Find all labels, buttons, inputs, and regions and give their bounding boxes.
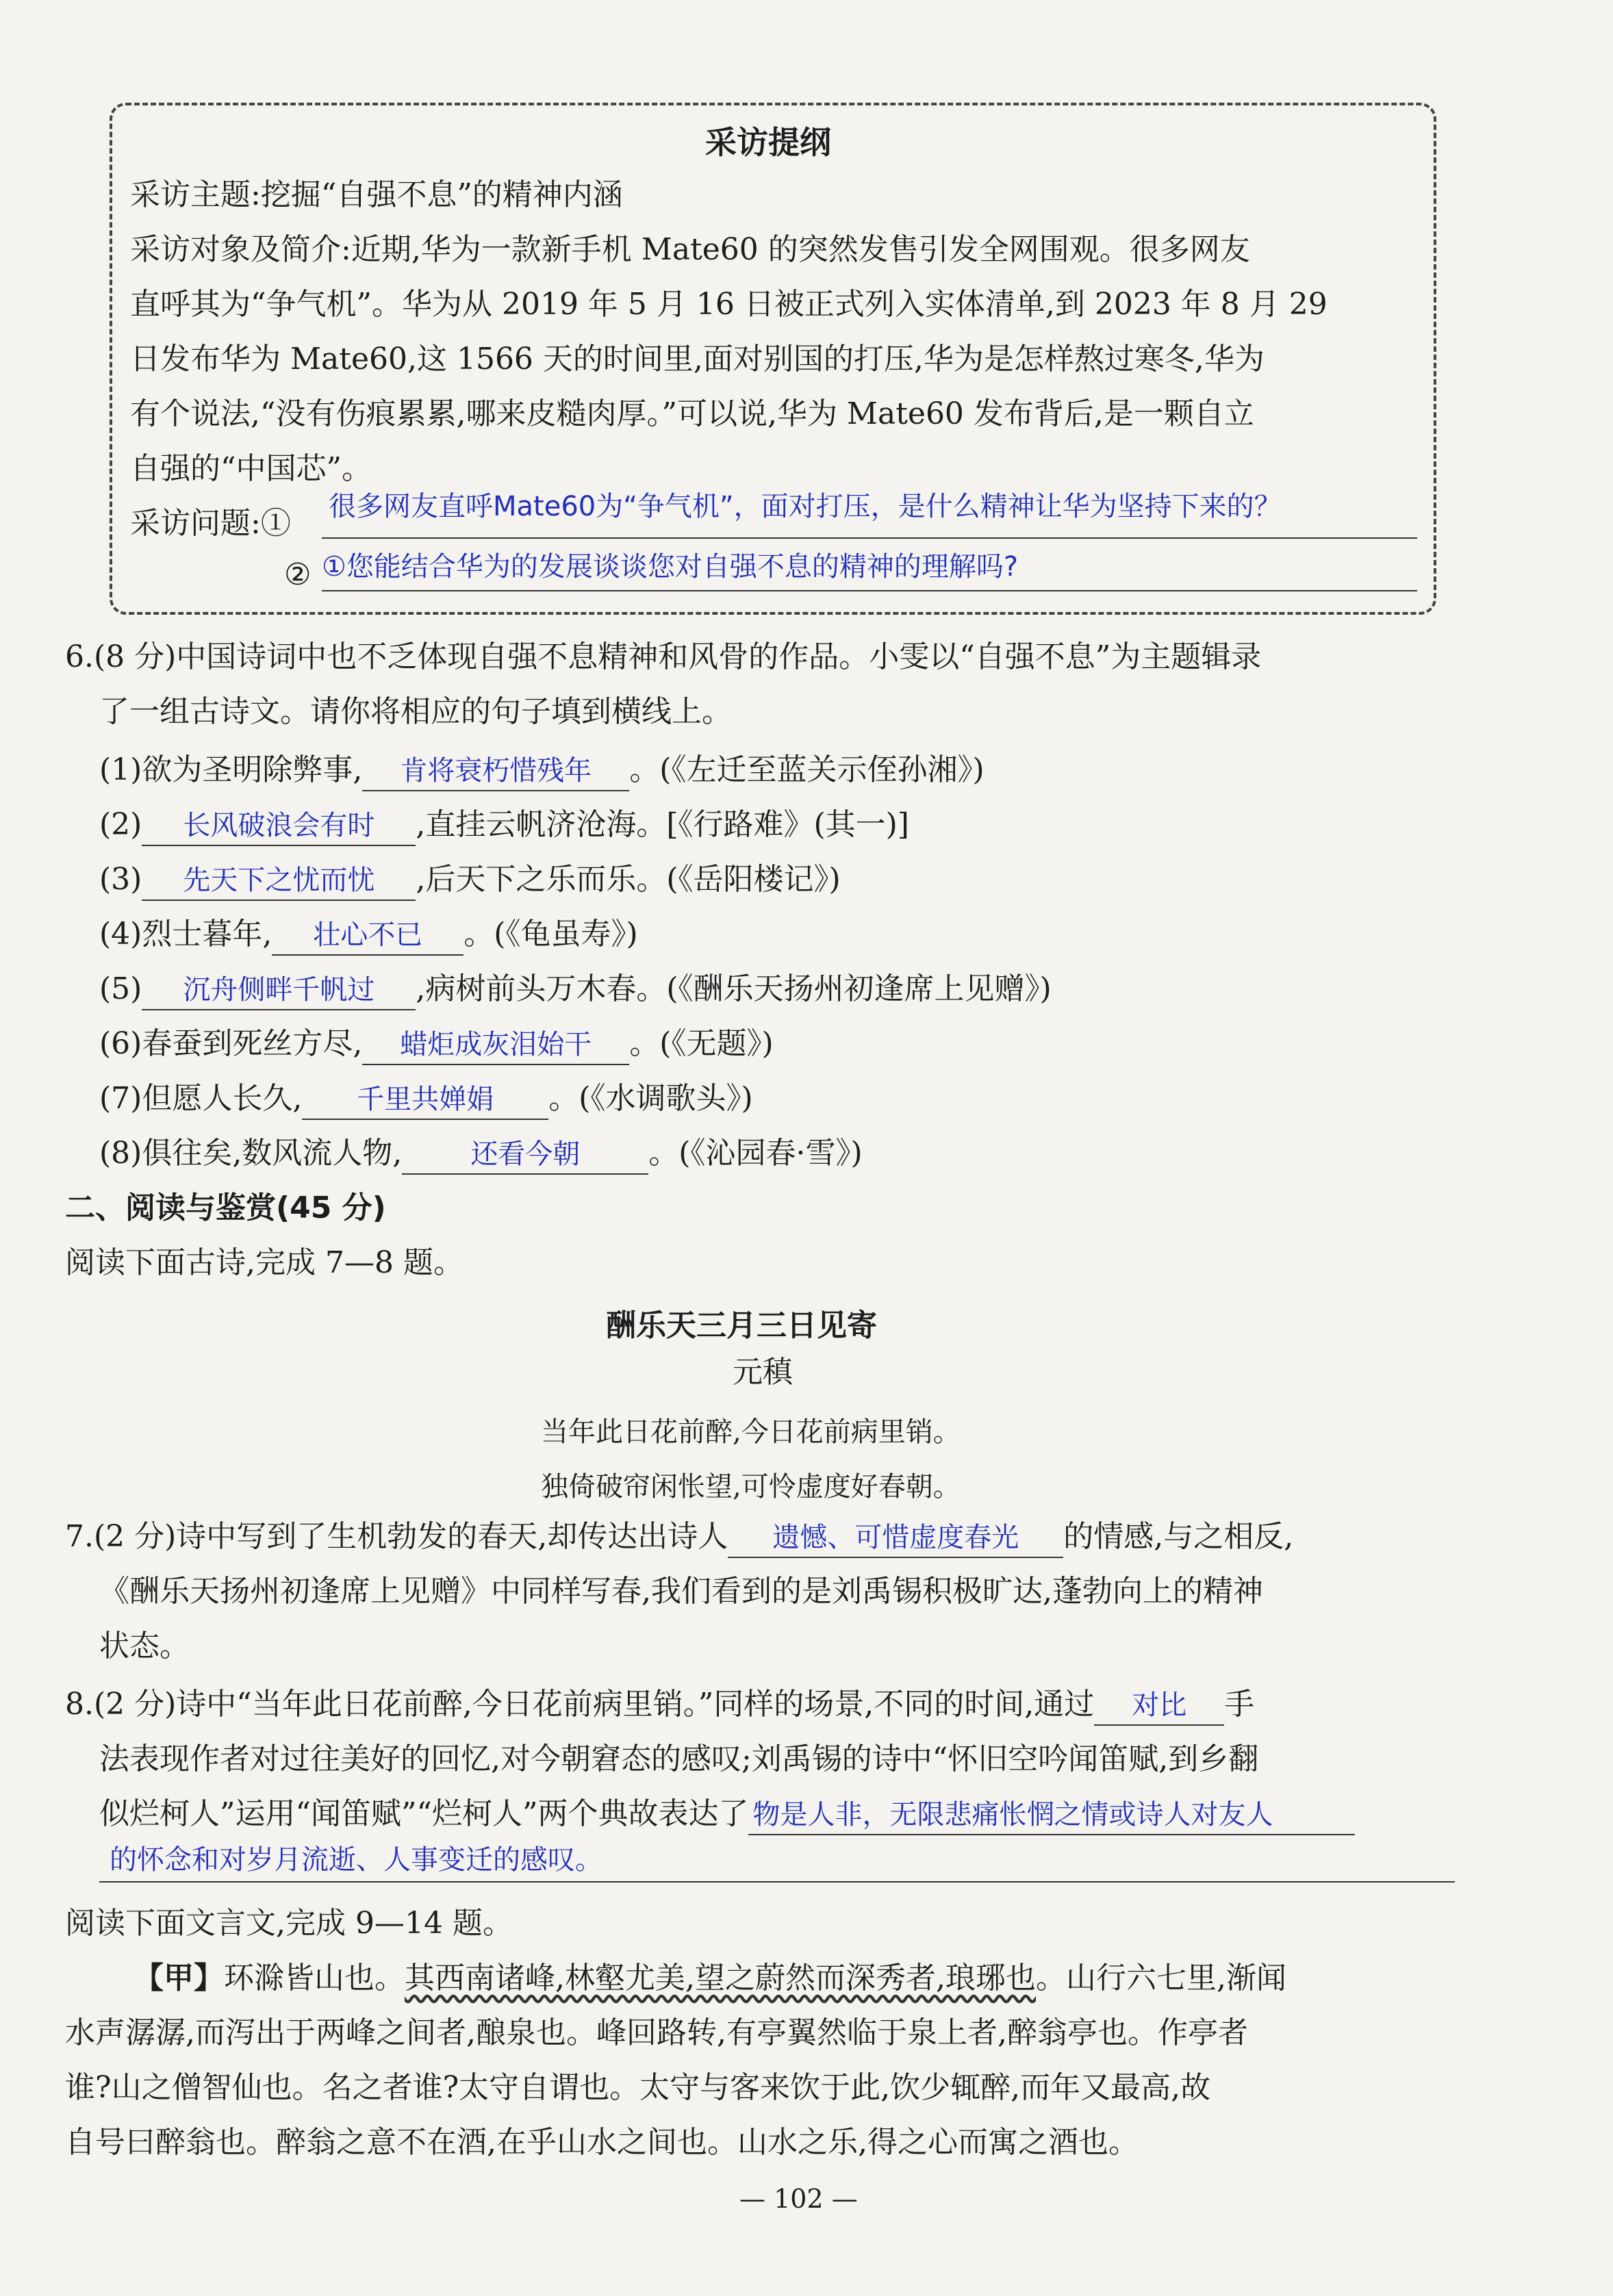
q8-pre: 8.(2 分)诗中“当年此日花前醉,今日花前病里销。”同样的场景,不同的时间,通过 xyxy=(65,1687,1095,1722)
poem-line-2: 独倚破帘闲怅望,可怜虚度好春朝。 xyxy=(541,1471,961,1503)
answer-line-2 xyxy=(322,590,1417,591)
q6-item-8-post: 。(《沁园春·雪》) xyxy=(648,1136,863,1171)
answer-question-1: 很多网友直呼Mate60为“争气机”，面对打压，是什么精神让华为坚持下来的？ xyxy=(329,491,1282,522)
q6-item-7-pre: (7)但愿人长久, xyxy=(99,1081,303,1116)
interview-intro-5: 自强的“中国芯”。 xyxy=(130,451,372,486)
q7-post: 的情感,与之相反, xyxy=(1063,1519,1294,1554)
answer-question-2: ①您能结合华为的发展谈谈您对自强不息的精神的理解吗? xyxy=(322,551,1019,583)
q6-item-1 xyxy=(99,743,985,798)
poem-author: 元稹 xyxy=(733,1355,793,1390)
q6-item-5-post: ,病树前头万木春。(《酬乐天扬州初逢席上见赠》) xyxy=(416,971,1052,1006)
reading-line-1-b: 。山行六七里,渐闻 xyxy=(1035,1961,1286,1995)
q6-item-6 xyxy=(99,1017,774,1071)
q8-answer-line-3 xyxy=(99,1881,1455,1883)
q6-item-7-answer: 千里共婵娟 xyxy=(302,1080,548,1120)
reading-line-1 xyxy=(134,1951,1286,2006)
q6-item-8 xyxy=(99,1126,863,1181)
interview-intro-1: 采访对象及简介:近期,华为一款新手机 Mate60 的突然发售引发全网围观。很多网友 xyxy=(130,232,1250,267)
q6-item-4-post: 。(《龟虽寿》) xyxy=(463,917,638,952)
interview-intro-3: 日发布华为 Mate60,这 1566 天的时间里,面对别国的打压,华为是怎样熬过寒冬,华为 xyxy=(130,342,1265,377)
q8-answer-3: 的怀念和对岁月流逝、人事变迁的感叹。 xyxy=(110,1844,602,1876)
section-2-heading: 二、阅读与鉴赏(45 分) xyxy=(65,1190,386,1225)
q8-line-2: 法表现作者对过往美好的回忆,对今朝窘态的感叹;刘禹锡的诗中“怀旧空吟闻笛赋,到乡翻 xyxy=(99,1742,1259,1776)
page-number: — 102 — xyxy=(739,2184,858,2214)
q6-item-1-answer: 肯将衰朽惜残年 xyxy=(362,752,629,791)
q6-item-4-answer: 壮心不已 xyxy=(272,916,463,956)
section-2-instruction: 阅读下面古诗,完成 7—8 题。 xyxy=(65,1245,463,1280)
q6-item-3-pre: (3) xyxy=(99,862,142,897)
q6-item-3-post: ,后天下之乐而乐。(《岳阳楼记》) xyxy=(416,862,841,897)
q7-pre: 7.(2 分)诗中写到了生机勃发的春天,却传达出诗人 xyxy=(65,1519,728,1554)
q6-stem-2: 了一组古诗文。请你将相应的句子填到横线上。 xyxy=(99,694,732,729)
reading-wavy-sentence: 其西南诸峰,林壑尤美,望之蔚然而深秀者,琅琊也 xyxy=(405,1961,1036,1995)
q6-item-6-pre: (6)春蚕到死丝方尽, xyxy=(99,1026,363,1061)
interview-title: 采访提纲 xyxy=(705,124,831,161)
answer-line-1 xyxy=(322,537,1417,539)
poem-line-1: 当年此日花前醉,今日花前病里销。 xyxy=(541,1416,961,1448)
q8-line-1 xyxy=(65,1677,1254,1732)
q6-item-8-pre: (8)俱往矣,数风流人物, xyxy=(99,1136,403,1171)
q8-post-1: 手 xyxy=(1224,1687,1255,1722)
q6-item-2-answer: 长风破浪会有时 xyxy=(142,806,416,846)
passage-tag: 【甲】 xyxy=(134,1961,224,1995)
q7-line-1 xyxy=(65,1509,1293,1564)
q6-item-3 xyxy=(99,852,841,907)
q7-answer: 遗憾、可惜虚度春光 xyxy=(728,1518,1063,1558)
q6-item-2-pre: (2) xyxy=(99,807,142,842)
q7-line-2: 《酬乐天扬州初逢席上见赠》中同样写春,我们看到的是刘禹锡积极旷达,蓬勃向上的精神 xyxy=(99,1574,1263,1609)
reading-instruction: 阅读下面文言文,完成 9—14 题。 xyxy=(65,1906,513,1941)
interview-intro-2: 直呼其为“争气机”。华为从 2019 年 5 月 16 日被正式列入实体清单,到 2023 年 8 月 29 xyxy=(130,287,1328,322)
q6-item-4-pre: (4)烈士暮年, xyxy=(99,917,272,952)
q6-item-6-answer: 蜡炬成灰泪始干 xyxy=(362,1025,629,1065)
q6-item-4 xyxy=(99,907,638,962)
interview-topic: 采访主题:挖掘“自强不息”的精神内涵 xyxy=(130,177,623,212)
q6-item-8-answer: 还看今朝 xyxy=(402,1135,648,1175)
q8-line-3 xyxy=(99,1787,1355,1841)
q6-item-5 xyxy=(99,962,1052,1017)
q8-answer-2: 物是人非，无限悲痛怅惘之情或诗人对友人 xyxy=(748,1796,1355,1835)
q6-item-2 xyxy=(99,798,909,852)
q6-item-1-post: 。(《左迁至蓝关示侄孙湘》) xyxy=(629,752,985,787)
q6-item-7-post: 。(《水调歌头》) xyxy=(548,1081,753,1116)
questions-label: 采访问题:① xyxy=(130,506,291,541)
q6-item-5-pre: (5) xyxy=(99,971,142,1006)
q6-item-1-pre: (1)欲为圣明除弊事, xyxy=(99,752,363,787)
poem-title: 酬乐天三月三日见寄 xyxy=(606,1308,877,1343)
reading-line-4: 自号曰醉翁也。醉翁之意不在酒,在乎山水之间也。山水之乐,得之心而寓之酒也。 xyxy=(65,2125,1139,2160)
reading-line-1-a: 环滁皆山也。 xyxy=(224,1961,405,1995)
q8-line-3-pre: 似烂柯人”运用“闻笛赋”“烂柯人”两个典故表达了 xyxy=(99,1796,749,1831)
q6-stem-1: 6.(8 分)中国诗词中也不乏体现自强不息精神和风骨的作品。小雯以“自强不息”为主题辑录 xyxy=(65,639,1262,674)
q8-answer-1: 对比 xyxy=(1094,1686,1224,1726)
reading-line-3: 谁?山之僧智仙也。名之者谁?太守自谓也。太守与客来饮于此,饮少辄醉,而年又最高,故 xyxy=(65,2070,1211,2105)
q7-line-3: 状态。 xyxy=(99,1629,190,1663)
q6-item-6-post: 。(《无题》) xyxy=(629,1026,774,1061)
reading-line-2: 水声潺潺,而泻出于两峰之间者,酿泉也。峰回路转,有亭翼然临于泉上者,醉翁亭也。作亭者 xyxy=(65,2015,1248,2050)
q6-item-5-answer: 沉舟侧畔千帆过 xyxy=(142,971,416,1010)
q6-item-7 xyxy=(99,1071,753,1126)
question-2-label: ② xyxy=(284,557,312,592)
interview-intro-4: 有个说法,“没有伤痕累累,哪来皮糙肉厚。”可以说,华为 Mate60 发布背后,是一颗自立 xyxy=(130,396,1254,431)
q6-item-2-post: ,直挂云帆济沧海。[《行路难》(其一)] xyxy=(416,807,909,842)
q6-item-3-answer: 先天下之忧而忧 xyxy=(142,861,416,901)
